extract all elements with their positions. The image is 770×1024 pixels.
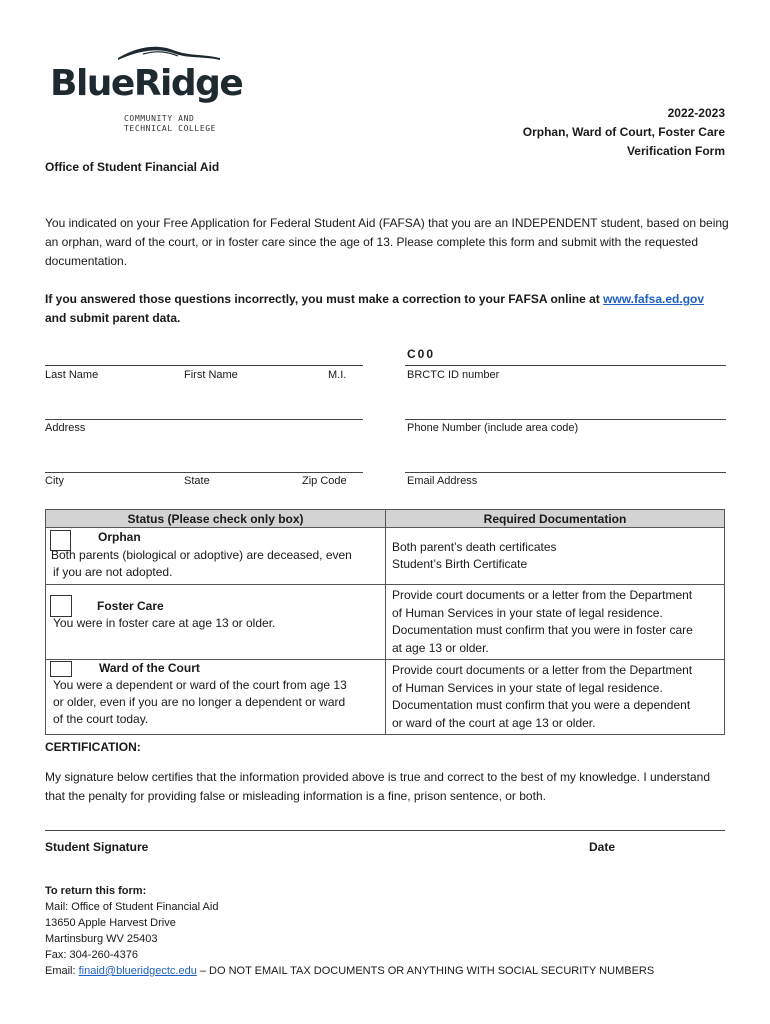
- form-title-line1: Orphan, Ward of Court, Foster Care: [522, 125, 725, 139]
- id-line[interactable]: [405, 365, 726, 366]
- last-name-label: Last Name: [45, 369, 99, 381]
- orphan-desc-2: if you are not adopted.: [53, 565, 173, 579]
- finaid-email-link[interactable]: finaid@blueridgectc.edu: [78, 965, 197, 977]
- ward-desc-3: of the court today.: [53, 712, 149, 726]
- table-row: [46, 660, 725, 735]
- status-foster-cell: [46, 585, 386, 660]
- return-street: 13650 Apple Harvest Drive: [45, 917, 176, 929]
- orphan-desc-1: Both parents (biological or adoptive) are deceased, even: [51, 548, 352, 562]
- return-email-line: Email: finaid@blueridgectc.edu – DO NOT EMAIL TAX DOCUMENTS OR ANYTHING WITH SOCIAL SECURITY NUMBERS: [45, 965, 655, 977]
- certification-heading: CERTIFICATION:: [45, 740, 141, 754]
- signature-line[interactable]: [45, 830, 725, 831]
- signature-label: Student Signature: [45, 840, 149, 854]
- certification-text: My signature below certifies that the information provided above is true and correct to the best of my knowledge. I understand that the penalty for providing false or misleading information is a fine, prison sentence, or both.: [45, 770, 711, 803]
- intro-paragraph: You indicated on your Free Application for Federal Student Aid (FAFSA) that you are an INDEPENDENT student, based on being an orphan, ward of the court, or in foster care since the age of 13. Please complete this form and submit with the requested documentation.: [45, 216, 729, 268]
- phone-label: Phone Number (include area code): [407, 422, 579, 434]
- email-label: Email Address: [407, 475, 478, 487]
- date-label: Date: [589, 840, 616, 854]
- ward-of-court-title: Ward of the Court: [99, 661, 200, 675]
- ward-desc-2: or older, even if you are no longer a dependent or ward: [53, 695, 346, 709]
- address-label: Address: [45, 422, 86, 434]
- city-line[interactable]: [45, 472, 363, 473]
- form-title-line2: Verification Form: [626, 144, 725, 158]
- status-orphan-cell: [46, 528, 386, 585]
- office-name: Office of Student Financial Aid: [45, 160, 220, 174]
- table-row: [46, 528, 725, 585]
- return-mail: Mail: Office of Student Financial Aid: [45, 901, 219, 913]
- zip-label: Zip Code: [302, 475, 347, 487]
- fafsa-link[interactable]: www.fafsa.ed.gov: [603, 292, 705, 306]
- ward-docs-cell: Provide court documents or a letter from the Department of Human Services in your state of legal residence. Documentation must confirm that you were a dependent or ward of the court at age 13 or older.: [386, 660, 725, 735]
- city-label: City: [45, 475, 64, 487]
- status-column-header: Status (Please check only box): [46, 510, 386, 528]
- return-fax: Fax: 304-260-4376: [45, 949, 138, 961]
- docs-column-header: Required Documentation: [386, 510, 725, 528]
- email-line[interactable]: [405, 472, 726, 473]
- phone-line[interactable]: [405, 419, 726, 420]
- ward-of-court-checkbox[interactable]: [50, 661, 72, 677]
- return-city: Martinsburg WV 25403: [45, 933, 158, 945]
- status-table: [45, 509, 725, 735]
- mi-label: M.I.: [328, 369, 347, 381]
- academic-year: 2022-2023: [667, 106, 725, 120]
- status-ward-cell: [46, 660, 386, 735]
- ward-desc-1: You were a dependent or ward of the court from age 13: [53, 678, 347, 692]
- return-instructions: [45, 883, 654, 979]
- name-line[interactable]: [45, 365, 363, 366]
- address-line[interactable]: [45, 419, 363, 420]
- orphan-title: Orphan: [98, 530, 141, 544]
- foster-care-title: Foster Care: [97, 599, 164, 613]
- table-row: [46, 585, 725, 660]
- logo-wordmark: BlueRidge: [50, 63, 243, 104]
- college-logo: [48, 44, 243, 144]
- logo-subline: COMMUNITY AND TECHNICAL COLLEGE: [124, 114, 217, 133]
- id-prefix-value: C00: [407, 347, 436, 361]
- first-name-label: First Name: [184, 369, 238, 381]
- form-title-block: [523, 104, 725, 161]
- foster-care-desc: You were in foster care at age 13 or older.: [53, 616, 276, 630]
- brctc-id-label: BRCTC ID number: [407, 369, 500, 381]
- state-label: State: [184, 475, 210, 487]
- return-heading: To return this form:: [45, 885, 147, 897]
- foster-care-checkbox[interactable]: [50, 595, 72, 617]
- foster-docs-cell: Provide court documents or a letter from the Department of Human Services in your state of legal residence. Documentation must confirm that you were in foster care at age 13 or older.: [386, 585, 725, 660]
- orphan-docs-cell: Both parent’s death certificates Student’s Birth Certificate: [386, 528, 725, 585]
- correction-notice: If you answered those questions incorrectly, you must make a correction to your FAFSA online at www.fafsa.ed.gov and submit parent data.: [45, 292, 705, 325]
